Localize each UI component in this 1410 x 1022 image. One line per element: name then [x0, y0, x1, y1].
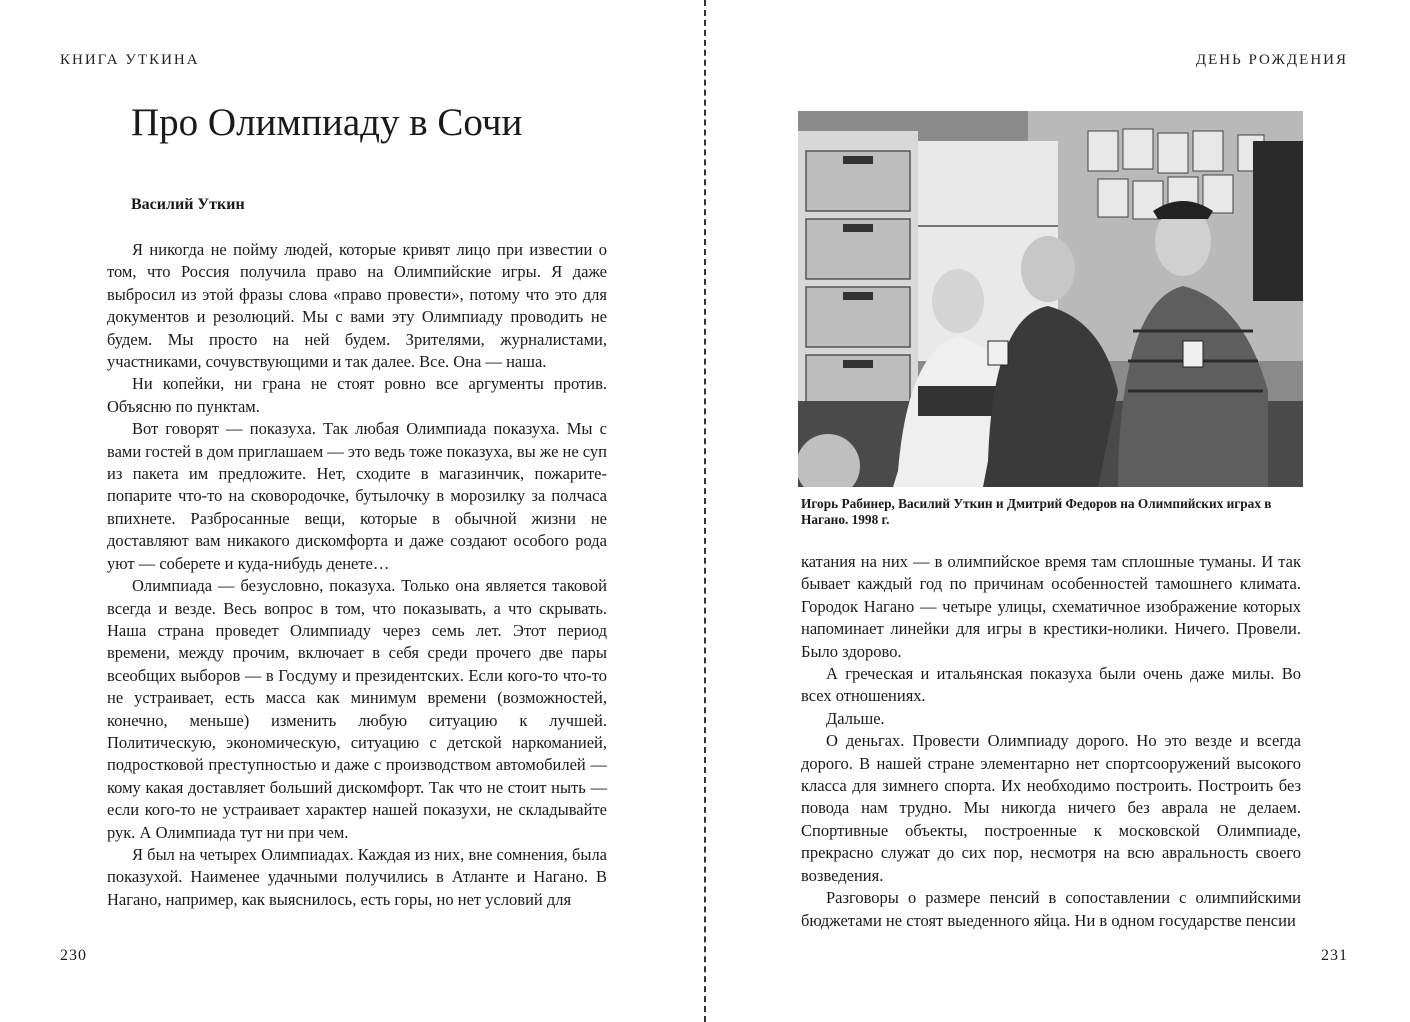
paragraph: Дальше.	[826, 708, 885, 728]
photo-caption: Игорь Рабинер, Василий Уткин и Дмитрий Федоров на Олимпийских играх в Нагано. 1998 г.	[801, 496, 1272, 527]
paragraph: Разговоры о размере пенсий в сопоставлении с олимпийскими бюджетами не стоят выеденного яйца. Ни в одном государстве пенсии	[801, 888, 1301, 930]
photo	[798, 111, 1303, 487]
author-name: Василий Уткин	[131, 196, 245, 213]
chapter-title: Про Олимпиаду в Сочи	[131, 101, 523, 144]
paragraph: А греческая и итальянская показуха были очень даже милы. Во всех отношениях.	[801, 664, 1301, 706]
paragraph: Вот говорят — показуха. Так любая Олимпиада показуха. Мы с вами гостей в дом приглашаем — это ведь тоже показуха, вы же не суп из пакета им предложите. Нет, сходите в магазинчик, пожарите-попарите что-то на сковородочке, бутылочку в морозилку за полчаса впихнете. Разбросанные вещи, которые в обычной жизни не доставляют вам никакого дискомфорта и даже создают особого рода уют — соберете и куда-нибудь денете…	[107, 419, 607, 573]
left-body-text	[107, 239, 607, 911]
right-body-text	[801, 551, 1301, 932]
paragraph: Я был на четырех Олимпиадах. Каждая из них, вне сомнения, была показухой. Наименее удачными получились в Атланте и Нагано. В Нагано, например, как выяснилось, есть горы, но нет условий для	[107, 844, 607, 909]
page-number-right: 231	[1321, 947, 1348, 964]
paragraph: Я никогда не пойму людей, которые кривят лицо при известии о том, что Россия получила право на Олимпийские игры. Я даже выбросил из этой фразы слова «право провести», потому что это для документов и резолюций. Мы с вами эту Олимпиаду проводить не будем. Мы просто на ней будем. Зрителями, журналистами, участниками, сочувствующими и так далее. Все. Она — наша.	[107, 240, 607, 372]
running-head-right: ДЕНЬ РОЖДЕНИЯ	[1195, 52, 1348, 68]
paragraph: О деньгах. Провести Олимпиаду дорого. Но это везде и всегда дорого. В нашей стране элементарно нет спортсооружений высокого класса для зимнего спорта. Их необходимо построить. Построить без повода нам трудно. Мы никогда ничего без аврала не делаем. Спортивные объекты, построенные к московской Олимпиаде, прекрасно служат до сих пор, несмотря на всю авральность своего возведения.	[801, 731, 1301, 885]
running-head-left: КНИГА УТКИНА	[60, 52, 200, 68]
paragraph: Олимпиада — безусловно, показуха. Только она является таковой всегда и везде. Весь вопрос в том, что показывать, а что скрывать. Наша страна проведет Олимпиаду через семь лет. Этот период времени, между прочим, включает в себя среди прочего две пары всеобщих выборов — в Госдуму и президентских. Если кого-то что-то не устраивает, есть масса как минимум времени (возможностей, конечно, меньше) изменить любую ситуацию к лучшей. Политическую, экономическую, ситуацию с детской наркоманией, подростковой преступностью и даже с производством автомобилей — кому какая доставляет больший дискомфорт. Так что не стоит ныть — если кого-то не устраивает характер нашей показухи, не складывайте рук. А Олимпиада тут ни при чем.	[107, 576, 607, 842]
page-number-left: 230	[60, 947, 87, 964]
paragraph: катания на них — в олимпийское время там сплошные туманы. И так бывает каждый год по причинам особенностей тамошнего климата. Городок Нагано — четыре улицы, схематичное изображение которых напоминает линейки для игры в крестики-нолики. Ничего. Провели. Было здорово.	[801, 552, 1301, 661]
left-page	[0, 0, 704, 1022]
paragraph: Ни копейки, ни грана не стоят ровно все аргументы против. Объясню по пунктам.	[107, 374, 607, 416]
